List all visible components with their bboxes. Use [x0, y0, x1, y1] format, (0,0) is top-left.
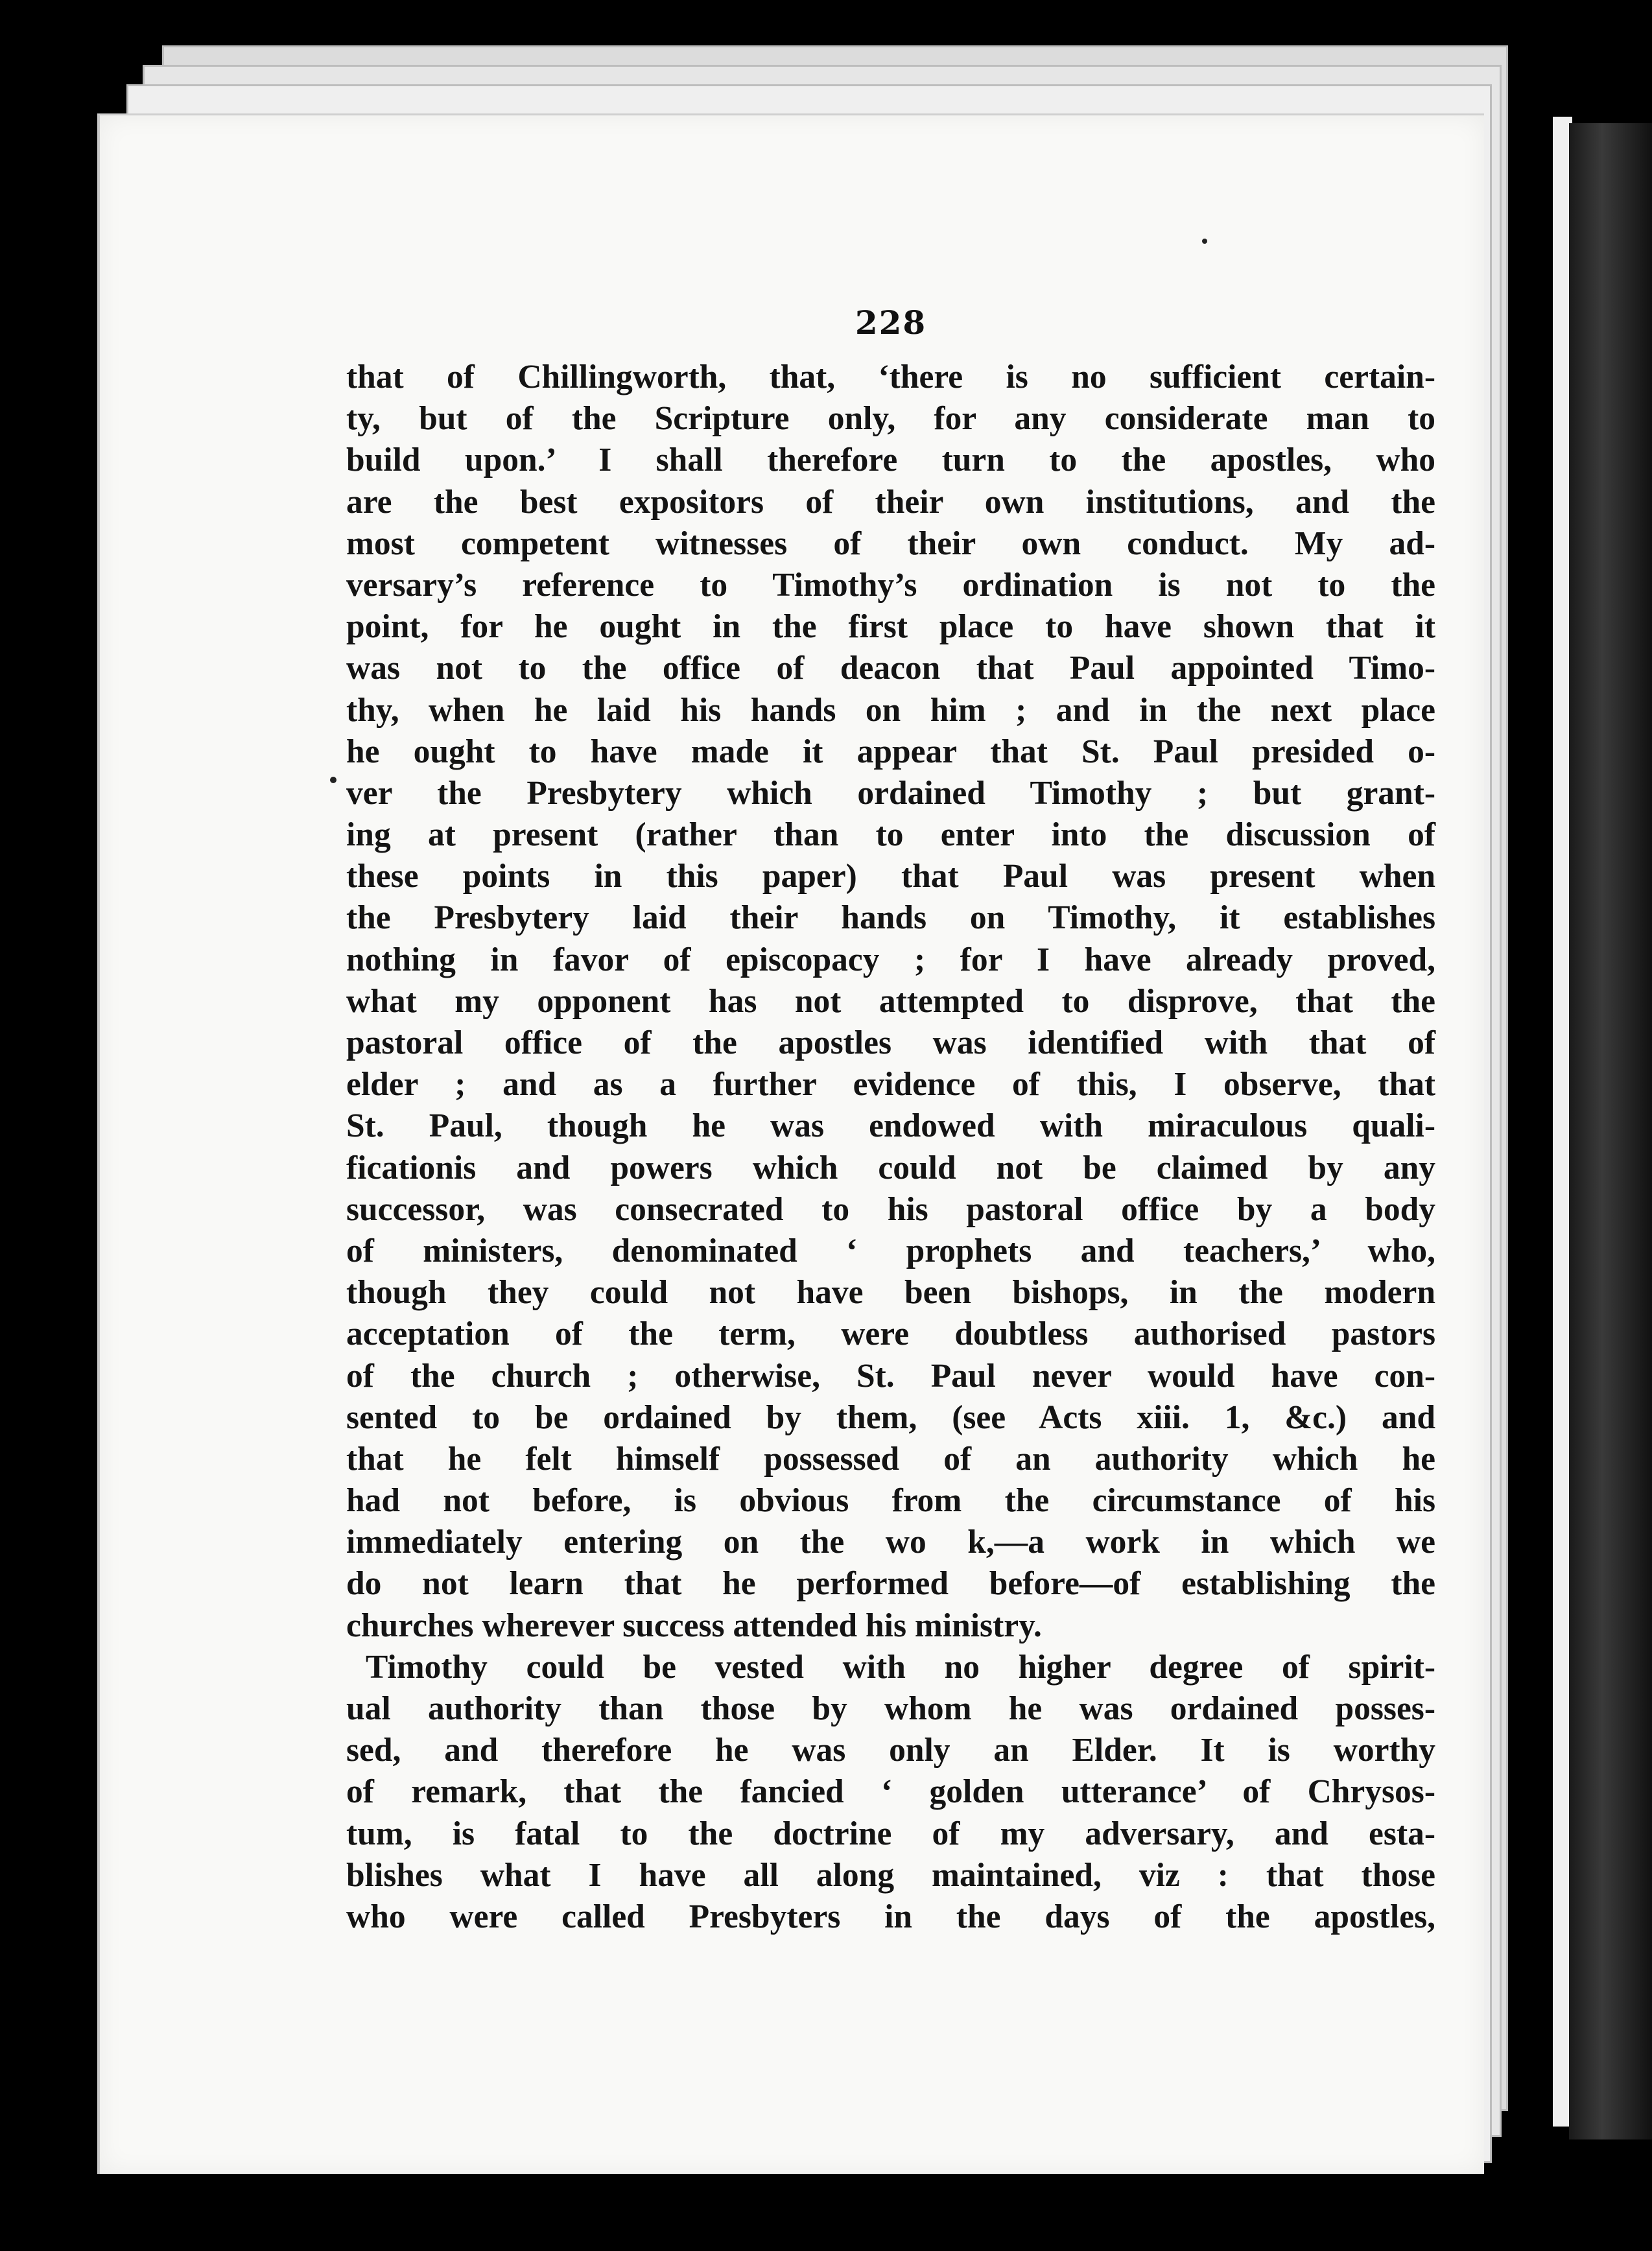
text-line: immediately entering on the wo k,—a work in which we [346, 1524, 1435, 1561]
page-number: 228 [855, 303, 927, 342]
text-line: what my opponent has not attempted to disprove, that the [346, 982, 1435, 1020]
text-line: though they could not have been bishops, in the modern [346, 1274, 1435, 1312]
text-line: point, for he ought in the first place to have shown that it [346, 608, 1435, 646]
page-content [346, 303, 1435, 1938]
text-line: ver the Presbytery which ordained Timothy ; but grant- [346, 774, 1435, 812]
text-line: sented to be ordained by them, (see Acts xiii. 1, &c.) and [346, 1398, 1435, 1436]
text-line: elder ; and as a further evidence of this, I observe, that [346, 1066, 1435, 1103]
text-line: that he felt himself possessed of an authority which he [346, 1440, 1435, 1478]
text-line: was not to the office of deacon that Paul appointed Timo- [346, 650, 1435, 687]
book-page [97, 113, 1484, 2174]
ink-speck [330, 777, 336, 783]
text-line: St. Paul, though he was endowed with miraculous quali- [346, 1107, 1435, 1145]
text-line: of ministers, denominated ‘ prophets and teachers,’ who, [346, 1232, 1435, 1269]
text-line: ficationis and powers which could not be claimed by any [346, 1149, 1435, 1186]
ink-speck [1202, 239, 1207, 244]
text-line: that of Chillingworth, that, ‘there is no sufficient certain- [346, 359, 1435, 395]
text-line: successor, was consecrated to his pastoral office by a body [346, 1190, 1435, 1228]
body-text [346, 357, 1435, 1938]
text-line: Timothy could be vested with no higher degree of spirit- [366, 1648, 1435, 1686]
text-line: of the church ; otherwise, St. Paul never would have con- [346, 1357, 1435, 1395]
text-line: ing at present (rather than to enter into the discussion of [346, 816, 1435, 854]
text-line: ual authority than those by whom he was ordained posses- [346, 1690, 1435, 1727]
text-line: of remark, that the fancied ‘ golden utterance’ of Chrysos- [346, 1773, 1435, 1811]
text-line: most competent witnesses of their own conduct. My ad- [346, 524, 1435, 562]
text-line: do not learn that he performed before—of establishing the [346, 1565, 1435, 1603]
text-line: acceptation of the term, were doubtless authorised pastors [346, 1315, 1435, 1353]
text-line: ty, but of the Scripture only, for any considerate man to [346, 400, 1435, 438]
text-line: who were called Presbyters in the days of the apostles, [346, 1898, 1435, 1935]
text-line: build upon.’ I shall therefore turn to the apostles, who [346, 442, 1435, 479]
text-line: these points in this paper) that Paul was present when [346, 858, 1435, 895]
text-line: had not before, is obvious from the circumstance of his [346, 1482, 1435, 1520]
book-binding [1569, 123, 1652, 2139]
text-line: sed, and therefore he was only an Elder. It is worthy [346, 1732, 1435, 1769]
text-line: he ought to have made it appear that St. Paul presided o- [346, 733, 1435, 770]
text-line: churches wherever success attended his ministry. [346, 1607, 1042, 1644]
text-line: are the best expositors of their own institutions, and the [346, 483, 1435, 521]
text-line: nothing in favor of episcopacy ; for I have already proved, [346, 941, 1435, 978]
text-line: tum, is fatal to the doctrine of my adversary, and esta- [346, 1815, 1435, 1852]
text-line: thy, when he laid his hands on him ; and in the next place [346, 691, 1435, 729]
text-line: blishes what I have all along maintained, viz : that those [346, 1856, 1435, 1894]
text-line: pastoral office of the apostles was identified with that of [346, 1024, 1435, 1061]
text-line: the Presbytery laid their hands on Timothy, it establishes [346, 899, 1435, 937]
text-line: versary’s reference to Timothy’s ordination is not to the [346, 566, 1435, 604]
